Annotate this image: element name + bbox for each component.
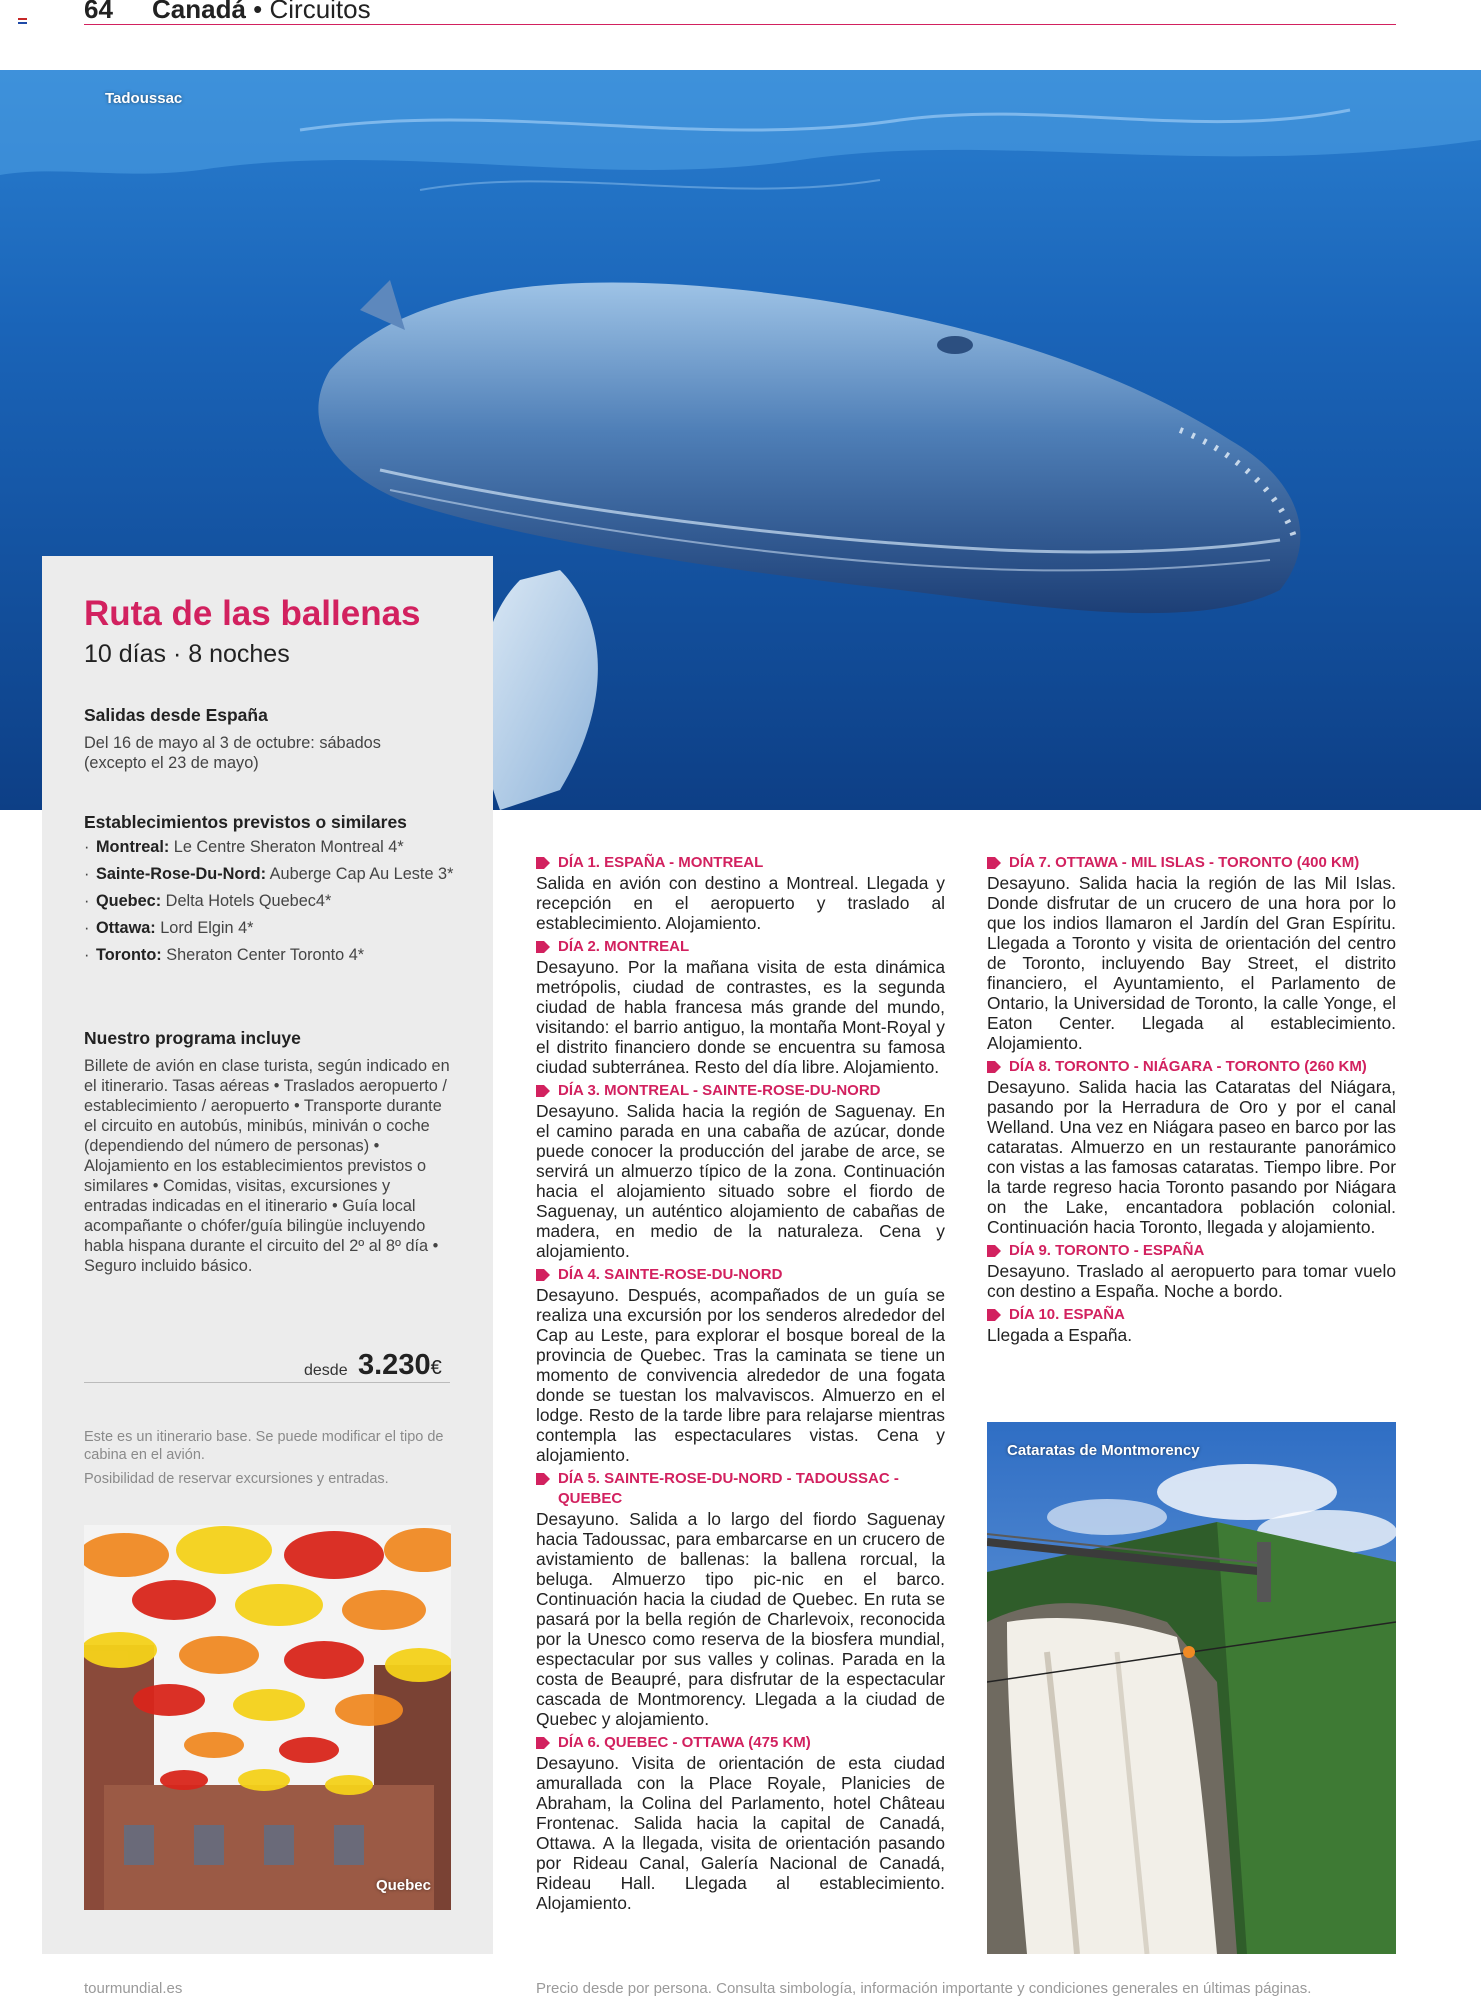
includes-text: Billete de avión en clase turista, según indicado en el itinerario. Tasas aéreas • Traslados aeropuerto / establecimiento / aeropuerto • Transporte durante el circuito en autobús, minibús, miniván o coche (dependiendo del número de personas) • Alojamiento en los establecimientos previstos o similares • Comidas, visitas, excursiones y entradas indicadas en el itinerario • Guía local acompañante o chófer/guía bilingüe incluyendo habla hispana durante el circuito del 2º al 8º día • Seguro incluido básico.: [84, 1057, 450, 1275]
price-divider: [84, 1382, 450, 1383]
day-title: DÍA 4. SAINTE-ROSE-DU-NORD: [558, 1266, 783, 1283]
list-item: · Quebec: Delta Hotels Quebec4*: [84, 891, 454, 911]
day-title: DÍA 1. ESPAÑA - MONTREAL: [558, 854, 764, 871]
section-label: Circuitos: [269, 0, 371, 24]
day-4: [536, 1265, 945, 1465]
day-title: DÍA 6. QUEBEC - OTTAWA (475 KM): [558, 1734, 811, 1751]
list-item: · Ottawa: Lord Elgin 4*: [84, 918, 454, 938]
montmorency-caption: Cataratas de Montmorency: [1007, 1442, 1200, 1459]
list-item: · Montreal: Le Centre Sheraton Montreal 4*: [84, 837, 454, 857]
day-7: [987, 853, 1396, 1053]
pink-arrow-icon: [987, 1309, 1001, 1321]
hotel-list: [84, 837, 454, 972]
departures-text: Del 16 de mayo al 3 de octubre: sábados (excepto el 23 de mayo): [84, 734, 381, 772]
hotels-heading: Establecimientos previstos o similares: [84, 812, 407, 832]
day-title: DÍA 3. MONTREAL - SAINTE-ROSE-DU-NORD: [558, 1082, 881, 1099]
day-text: Desayuno. Salida a lo largo del fiordo Saguenay hacia Tadoussac, para embarcarse en un crucero de avistamiento de ballenas: la ballena rorcual, la beluga. Almuerzo tipo pic-nic en el barco. Continuación hacia la ciudad de Quebec. En ruta se pasará por la bella región de Charlevoix, reconocida por la Unesco como reserva de la biosfera mundial, espectacular por sus valles y colinas. Parada en la costa de Beaupré, para disfrutar de la espectacular cascada de Montmorency. Llegada a la ciudad de Quebec y alojamiento.: [536, 1509, 945, 1729]
pink-arrow-icon: [987, 1061, 1001, 1073]
day-text: Llegada a España.: [987, 1325, 1133, 1345]
itinerary-note: Este es un itinerario base. Se puede modificar el tipo de cabina en el avión.: [84, 1429, 444, 1463]
day-3: [536, 1081, 945, 1261]
pink-arrow-icon: [536, 1737, 550, 1749]
list-item: · Toronto: Sheraton Center Toronto 4*: [84, 945, 454, 965]
day-text: Desayuno. Después, acompañados de un guía se realiza una excursión por los senderos alrededor del Cap au Leste, para explorar el bosque boreal de la provincia de Quebec. Tras la caminata se tiene un momento de convivencia alrededor de una fogata donde se tuestan los malvaviscos. Almuerzo en el lodge. Resto de la tarde libre para relajarse mientras contempla las espectaculares vistas. Cena y alojamiento.: [536, 1285, 945, 1465]
pink-arrow-icon: [536, 941, 550, 953]
country-label: Canadá: [152, 0, 246, 24]
day-title: DÍA 2. MONTREAL: [558, 938, 690, 955]
price-from-label: desde: [304, 1362, 348, 1379]
day-title: DÍA 10. ESPAÑA: [1009, 1306, 1125, 1323]
day-title: DÍA 9. TORONTO - ESPAÑA: [1009, 1242, 1205, 1259]
day-title: DÍA 8. TORONTO - NIÁGARA - TORONTO (260 KM): [1009, 1058, 1367, 1075]
pink-arrow-icon: [987, 857, 1001, 869]
flag-icon: [18, 18, 27, 25]
day-text: Desayuno. Salida hacia la región de las Mil Islas. Donde disfrutar de un crucero de una hora por lo que los indios llamaron el Jardín del Gran Espíritu. Llegada a Toronto y visita de orientación del centro de Toronto, incluyendo Bay Street, el distrito financiero, el Ayuntamiento, el Parlamento de Ontario, la Universidad de Toronto, la calle Yonge, el Eaton Center. Llegada al establecimiento. Alojamiento.: [987, 873, 1396, 1053]
itinerary-column-1: [536, 853, 945, 1917]
trip-title: Ruta de las ballenas: [84, 594, 421, 633]
departures-heading: Salidas desde España: [84, 705, 268, 725]
day-text: Desayuno. Traslado al aeropuerto para tomar vuelo con destino a España. Noche a bordo.: [987, 1261, 1396, 1301]
hero-caption: Tadoussac: [105, 90, 183, 107]
price-value: 3.230€: [358, 1349, 442, 1381]
page-number: 64: [84, 0, 113, 24]
day-title: DÍA 5. SAINTE-ROSE-DU-NORD - TADOUSSAC - QUEBEC: [558, 1470, 899, 1507]
day-6: [536, 1733, 945, 1913]
day-5: [536, 1469, 945, 1729]
list-item: · Sainte-Rose-Du-Nord: Auberge Cap Au Leste 3*: [84, 864, 454, 884]
header-rule: [84, 24, 1396, 25]
day-text: Desayuno. Por la mañana visita de esta dinámica metrópolis, ciudad de contrastes, es la segunda ciudad de habla francesa más grande del mundo, visitando: el barrio antiguo, la montaña Mont-Royal y el distrito financiero donde se encuentra su famosa ciudad subterránea. Resto del día libre. Alojamiento.: [536, 957, 945, 1077]
footer-website: tourmundial.es: [84, 1980, 183, 1997]
trip-duration: 10 días · 8 noches: [84, 640, 290, 668]
excursions-note: Posibilidad de reservar excursiones y entradas.: [84, 1471, 389, 1487]
title-separator: •: [245, 0, 270, 24]
day-1: [536, 853, 945, 933]
price-currency: €: [430, 1357, 442, 1379]
pink-arrow-icon: [536, 857, 550, 869]
quebec-caption: Quebec: [375, 1877, 431, 1894]
day-text: Desayuno. Salida hacia la región de Saguenay. En el camino parada en una cabaña de azúcar, donde puede conocer la producción del jarabe de arce, se servirá un almuerzo típico de la zona. Continuación hacia el alojamiento situado sobre el fiordo de Saguenay, un auténtico alojamiento de cabañas de madera, en medio de la naturaleza. Cena y alojamiento.: [536, 1101, 945, 1261]
pink-arrow-icon: [536, 1085, 550, 1097]
quebec-umbrellas-image: [84, 1525, 451, 1910]
pink-arrow-icon: [536, 1473, 550, 1485]
day-10: [987, 1305, 1396, 1345]
pink-arrow-icon: [536, 1269, 550, 1281]
section-title: [152, 0, 371, 25]
day-title: DÍA 7. OTTAWA - MIL ISLAS - TORONTO (400 KM): [1009, 854, 1360, 871]
day-2: [536, 937, 945, 1077]
day-9: [987, 1241, 1396, 1301]
montmorency-falls-image: [987, 1422, 1396, 1954]
itinerary-column-2: [987, 853, 1396, 1349]
pink-arrow-icon: [987, 1245, 1001, 1257]
day-8: [987, 1057, 1396, 1237]
day-text: Desayuno. Salida hacia las Cataratas del Niágara, pasando por la Herradura de Oro y por el canal Welland. Una vez en Niágara paseo en barco por las cataratas. Almuerzo en un restaurante panorámico con vistas a las famosas cataratas. Tiempo libre. Por la tarde regreso hacia Toronto pasando por Niágara on the Lake, encantadora población colonial. Continuación hacia Toronto, llegada y alojamiento.: [987, 1077, 1396, 1237]
day-text: Salida en avión con destino a Montreal. Llegada y recepción en el aeropuerto y traslado al establecimiento. Alojamiento.: [536, 873, 945, 933]
footer-note: Precio desde por persona. Consulta simbología, información importante y condiciones generales en últimas páginas.: [536, 1980, 1312, 1997]
includes-heading: Nuestro programa incluye: [84, 1028, 301, 1048]
day-text: Desayuno. Visita de orientación de esta ciudad amurallada con la Place Royale, Planicies de Abraham, la Colina del Parlamento, hotel Château Frontenac. Salida hacia la capital de Canadá, Ottawa. A la llegada, visita de orientación pasando por Rideau Canal, Galería Nacional de Canadá, Rideau Hall. Llegada al establecimiento. Alojamiento.: [536, 1753, 945, 1913]
